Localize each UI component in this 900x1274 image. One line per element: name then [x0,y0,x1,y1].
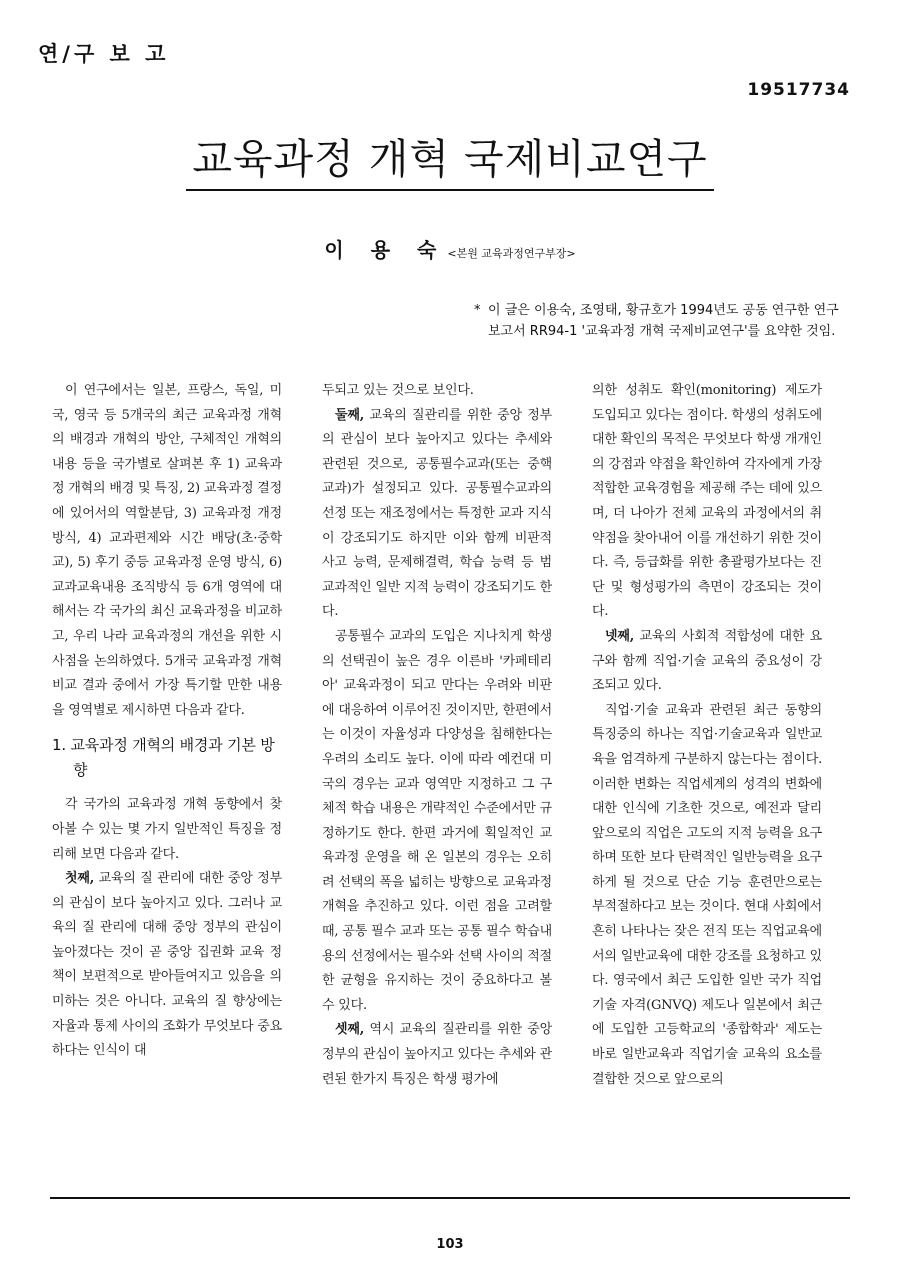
paragraph [322,404,552,625]
paragraph: 두되고 있는 것으로 보인다. [322,383,474,398]
note-text: 이 글은 이용숙, 조영태, 황규호가 1994년도 공동 연구한 연구보고서 RR94-1 '교육과정 개혁 국제비교연구'를 요약한 것임. [488,303,839,339]
body-column-3 [592,379,822,1092]
footer-rule [50,1197,850,1199]
paragraph [52,867,282,1064]
paragraph-text: 역시 교육의 질관리를 위한 중앙정부의 관심이 높아지고 있다는 추세와 관련된 한가지 특징은 학생 평가에 [322,1022,552,1087]
paragraph: 직업·기술 교육과 관련된 최근 동향의 특징중의 하나는 직업·기술교육과 일반교육을 엄격하게 구분하지 않는다는 점이다. 이러한 변화는 직업세계의 성격의 변화에 대한 인식에 기초한 것으로, 예전과 달리 앞으로의 직업은 고도의 지적 능력을 요구하며 또한 보다 탄력적인 일반능력을 요구하게 될 것으로 단순 기능 훈련만으로는 부적절하다고 보는 것이다. 현대 사회에서 흔히 나타나는 잦은 전직 또는 직업교육에서의 일반교육에 대한 강조를 요청하고 있다. 영국에서 최근 도입한 일반 국가 직업기술 자격(GNVQ) 제도나 일본에서 최근에 도입한 고등학교의 '종합학과' 제도는 바로 일반교육과 직업기술 교육의 요소를 결합한 것으로 앞으로의 [592,702,822,1087]
page-number: 103 [436,1237,464,1252]
paragraph: 각 국가의 교육과정 개혁 동향에서 찾아볼 수 있는 몇 가지 일반적인 특징을 정리해 보면 다음과 같다. [52,797,282,862]
article-title-text: 교육과정 개혁 국제비교연구 [186,126,713,191]
paragraph-lead: 셋째, [335,1022,365,1038]
section-heading: 1. 교육과정 개혁의 배경과 기본 방향 [52,736,275,780]
author-affiliation: <본원 교육과정연구부장> [447,247,576,260]
paragraph-lead: 첫째, [65,871,95,887]
paragraph: 공통필수 교과의 도입은 지나치게 학생의 선택권이 높은 경우 이른바 '카페테리아' 교육과정이 되고 만다는 우려와 비판에 대응하여 이루어진 것이지만, 한편에서는 이것이 자율성과 다양성을 침해한다는 우려의 소리도 높다. 이에 따라 예컨대 미국의 경우는 교과 영역만 지정하고 그 구체적 학습 내용은 개략적인 수준에서만 규정하기도 한다. 한편 과거에 획일적인 교육과정 운영을 해 온 일본의 경우는 오히려 선택의 폭을 넓히는 방향으로 교육과정 개혁을 추진하고 있다. 이런 점을 고려할 때, 공통 필수 교과 또는 공통 필수 학습내용의 선정에서는 필수와 선택 사이의 적절한 균형을 유지하는 것이 중요하다고 볼 수 있다. [322,628,552,1013]
paragraph: 의한 성취도 확인(monitoring) 제도가 도입되고 있다는 점이다. 학생의 성취도에 대한 확인의 목적은 무엇보다 학생 개개인의 강점과 약점을 확인하여 각자에게 가장 적합한 교육경험을 제공해 주는 데에 있으며, 더 나아가 전체 교육의 과정에서의 취약점을 찾아내어 이를 개선하기 위한 것이다. 즉, 등급화를 위한 총괄평가보다는 진단 및 형성평가의 측면이 강조되는 것이다. [592,383,822,620]
article-note [474,300,854,342]
paragraph [592,625,822,699]
body-column-2 [322,379,552,1092]
body-column-1 [52,379,282,1064]
document-id [747,80,850,100]
author-name: 이 용 숙 [324,238,447,262]
paragraph [322,1018,552,1092]
section-label: 연/구 보 고 [38,42,170,66]
note-star: * [474,303,481,318]
paragraph-text: 교육의 질 관리에 대한 중앙 정부의 관심이 보다 높아지고 있다. 그러나 교육의 질 관리에 대해 중앙 정부의 관심이 높아졌다는 것이 곧 중앙 집권화 교육 정책이 보편적으로 받아들여지고 있음을 의미하는 것은 아니다. 교육의 질 향상에는 자율과 통제 사이의 조화가 무엇보다 중요하다는 인식이 대 [52,871,282,1059]
author-line [0,234,900,263]
document-id-text: 19517734 [747,80,850,100]
paragraph: 이 연구에서는 일본, 프랑스, 독일, 미국, 영국 등 5개국의 최근 교육과정 개혁의 배경과 개혁의 방안, 구체적인 개혁의 내용 등을 국가별로 살펴본 후 1) 교육과정 개혁의 배경 및 특징, 2) 교육과정 결정에 있어서의 역할분담, 3) 교육과정 개정 방식, 4) 교과편제와 시간 배당(초·중학교), 5) 후기 중등 교육과정 운영 방식, 6) 교과교육내용 조직방식 등 6개 영역에 대해서는 각 국가의 최신 교육과정을 비교하고, 우리 나라 교육과정의 개선을 위한 시사점을 논의하였다. 5개국 교육과정 개혁 비교 결과 중에서 가장 특기할 만한 내용을 영역별로 제시하면 다음과 같다. [52,383,282,718]
paragraph-text: 교육의 질관리를 위한 중앙 정부의 관심이 보다 높아지고 있다는 추세와 관련된 것으로, 공통필수교과(또는 중핵 교과)가 설정되고 있다. 공통필수교과의 선정 또는 재조정에서는 특정한 교과 지식이 강조되기도 하지만 이와 함께 비판적 사고 능력, 문제해결력, 학습 능력 등 범 교과적인 일반 지적 능력이 강조되기도 한다. [322,407,552,620]
paragraph-lead: 넷째, [605,628,635,644]
paragraph-text: 교육의 사회적 적합성에 대한 요구와 함께 직업·기술 교육의 중요성이 강조되고 있다. [592,628,822,694]
article-title [0,126,900,191]
paragraph-lead: 둘째, [335,407,365,423]
